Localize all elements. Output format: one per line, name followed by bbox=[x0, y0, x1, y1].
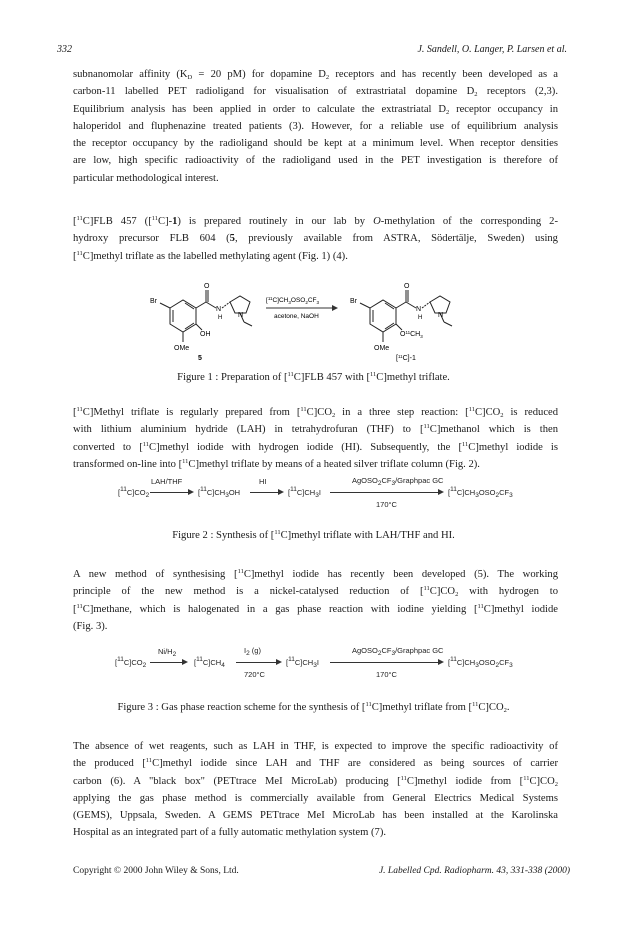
fig2-species-4: $[^{11}C]CH_3OSO_2CF_3$ bbox=[448, 486, 513, 499]
fig3-species-2: $[^{11}C]CH_4$ bbox=[194, 656, 225, 669]
p1-line-7: particular methodological interest. bbox=[73, 172, 219, 184]
p2-line-2: hydroxy precursor FLB 604 (5, previously available from ASTRA, Södertälje, Sweden) using bbox=[73, 233, 558, 245]
fig3-arrow-1 bbox=[150, 662, 182, 663]
page-number: 332 bbox=[57, 44, 72, 55]
p5-line-2: the produced [$^{11}$C]methyl iodide since LAH and THF are considered as being sources of carrier bbox=[73, 757, 559, 770]
figure-2-caption: Figure 2 : Synthesis of [$^{11}$C]methyl triflate with LAH/THF and HI. bbox=[172, 529, 455, 541]
fig3-arrow-2 bbox=[236, 662, 276, 663]
fig1-reagent-top: $[^{11}C]CH_3OSO_2CF_3$ bbox=[266, 296, 320, 305]
figure-3-scheme bbox=[0, 646, 627, 690]
fig1-left-oh: OH bbox=[200, 331, 211, 338]
fig1-right-ome: OMe bbox=[374, 345, 390, 352]
fig2-species-1: $[^{11}C]CO_2$ bbox=[118, 486, 150, 499]
p1-line-1: subnanomolar affinity ($K_D = 20$ pM) for dopamine $D_2$ receptors and has recently been developed as a bbox=[73, 69, 559, 81]
fig1-left-n: N bbox=[216, 306, 222, 313]
fig3-arrow-1-label: $Ni/H_2$ bbox=[158, 647, 177, 658]
fig2-arrow-3-bottom: 170°C bbox=[376, 500, 397, 509]
fig3-species-4: $[^{11}C]CH_3OSO_2CF_3$ bbox=[448, 656, 513, 669]
p3-line-4: transformed on-line into [$^{11}$C]methyl triflate by means of a heated silver triflate column (Fig. 2). bbox=[73, 457, 480, 470]
fig1-left-br: Br bbox=[150, 298, 157, 305]
paragraph-1 bbox=[73, 66, 558, 187]
p1-line-5: the receptor occupancy by the radioligand should be kept at a minimum level. When receptor densities bbox=[73, 138, 558, 150]
fig2-arrow-2-label: HI bbox=[259, 477, 267, 486]
fig1-left-label: 5 bbox=[198, 355, 202, 362]
figure-2-scheme bbox=[0, 476, 627, 520]
figure-1-caption: Figure 1 : Preparation of [$^{11}$C]FLB 457 with [$^{11}$C]methyl triflate. bbox=[177, 371, 450, 383]
p5-line-6: Hospital as an integrated part of a fully automatic methylation system (7). bbox=[73, 827, 387, 839]
p5-line-1: The absence of wet reagents, such as LAH in THF, is expected to improve the specific radioactivity of bbox=[73, 741, 558, 752]
fig2-arrow-2 bbox=[250, 492, 278, 493]
fig3-arrow-2-bottom: 720°C bbox=[244, 670, 265, 679]
p1-line-3: Equilibrium analysis has been applied in order to calculate the extrastriatal $D_2$ receptor occupancy in bbox=[73, 103, 558, 116]
p5-line-5: (GEMS), Uppsala, Sweden. A GEMS PETtrace MeI MicroLab has been installed at the Karolinska bbox=[73, 810, 558, 822]
fig1-reagent-bottom: acetone, NaOH bbox=[274, 313, 319, 320]
fig1-right-ring-n: N bbox=[438, 312, 444, 319]
fig2-arrow-1-label: LAH/THF bbox=[151, 477, 183, 486]
figure-1-scheme bbox=[140, 278, 520, 364]
fig3-arrow-3-bottom: 170°C bbox=[376, 670, 397, 679]
p4-line-3: [$^{11}$C]methane, which is halogenated in a gas phase reaction with iodine yielding [$^{11}$C]methyl iodide bbox=[73, 602, 558, 615]
paragraph-3 bbox=[73, 404, 558, 473]
fig2-arrow-3-top: $AgOSO_2CF_3$/Graphpac GC bbox=[352, 476, 444, 487]
fig1-right-o: O bbox=[404, 283, 410, 290]
fig1-right-och3: $O^{11}CH_3$ bbox=[400, 330, 423, 339]
fig1-left-ring-n: N bbox=[238, 312, 244, 319]
fig2-species-3: $[^{11}C]CH_3I$ bbox=[288, 486, 321, 499]
p1-line-6: are low, high specific radioactivity of the radioligand used in the PET investigation is therefore of bbox=[73, 155, 558, 167]
fig1-left-h: H bbox=[218, 315, 223, 321]
paragraph-2 bbox=[73, 213, 558, 265]
fig1-left-ome: OMe bbox=[174, 345, 190, 352]
p4-line-2: principle of the new method is a nickel-catalysed reduction of $[^{11}C]CO_2$ with hydrogen to bbox=[73, 585, 559, 599]
fig1-left-o: O bbox=[204, 283, 210, 290]
fig2-arrow-1 bbox=[150, 492, 188, 493]
p4-line-4: (Fig. 3). bbox=[73, 620, 108, 632]
fig3-arrow-3-top: $AgOSO_2CF_3$/Graphpac GC bbox=[352, 646, 444, 657]
fig1-right-br: Br bbox=[350, 298, 357, 305]
fig1-right-h: H bbox=[418, 315, 423, 321]
fig3-species-3: $[^{11}C]CH_3I$ bbox=[286, 656, 319, 669]
running-header-authors: J. Sandell, O. Langer, P. Larsen et al. bbox=[417, 44, 567, 55]
p3-line-3: converted to [$^{11}$C]methyl iodide with hydrogen iodide (HI). Subsequently, the [$^{11}$C]methyl iodide is bbox=[73, 440, 559, 453]
footer-journal-citation: J. Labelled Cpd. Radiopharm. 43, 331-338 (2000) bbox=[378, 866, 570, 876]
paragraph-4 bbox=[73, 566, 558, 635]
fig3-species-1: $[^{11}C]CO_2$ bbox=[115, 656, 147, 669]
fig3-arrow-3 bbox=[330, 662, 438, 663]
footer-copyright: Copyright © 2000 John Wiley & Sons, Ltd. bbox=[73, 866, 239, 876]
fig3-arrow-2-top: $I_2$ (g) bbox=[244, 646, 261, 657]
p1-line-4: haloperidol and fluphenazine treated patients (3). However, for a reliable use of equilibrium analysis bbox=[73, 120, 558, 132]
p5-line-3: carbon (6). A "black box" (PETtrace MeI MicroLab) producing [$^{11}$C]methyl iodide from $[^{11}C]CO_2$ bbox=[73, 774, 559, 788]
fig1-right-label: [$^{11}$C]-1 bbox=[396, 354, 416, 362]
p5-line-4: applying the gas phase method is commercially available from General Electrics Medical Systems bbox=[73, 792, 558, 804]
p4-line-1: A new method of synthesising [$^{11}$C]methyl iodide has recently been developed (5). The working bbox=[73, 568, 558, 580]
p1-line-2: carbon-11 labelled PET radioligand for visualisation of extrastriatal dopamine $D_2$ receptors (2,3). bbox=[73, 86, 558, 99]
p3-line-1: [$^{11}$C]Methyl triflate is regularly prepared from $[^{11}C]CO_2$ in a three step reaction: $[^{11}C]CO_2$ is reduced bbox=[73, 406, 559, 419]
p3-line-2: with lithium aluminium hydride (LAH) in tetrahydrofuran (THF) to [$^{11}$C]methanol which is then bbox=[73, 423, 558, 436]
p2-line-3: [$^{11}$C]methyl triflate as the labelled methylating agent (Fig. 1) (4). bbox=[73, 249, 348, 262]
figure-3-caption: Figure 3 : Gas phase reaction scheme for the synthesis of [$^{11}$C]methyl triflate from $[^{11}C]CO_2$. bbox=[117, 701, 510, 714]
fig1-right-n: N bbox=[416, 306, 422, 313]
fig2-species-2: $[^{11}C]CH_3OH$ bbox=[198, 486, 241, 499]
p2-line-1: [$^{11}$C]FLB 457 ([$^{11}$C]-1) is prepared routinely in our lab by O-methylation of the corresponding 2- bbox=[73, 215, 559, 227]
fig2-arrow-3 bbox=[330, 492, 438, 493]
paragraph-5 bbox=[73, 738, 558, 842]
